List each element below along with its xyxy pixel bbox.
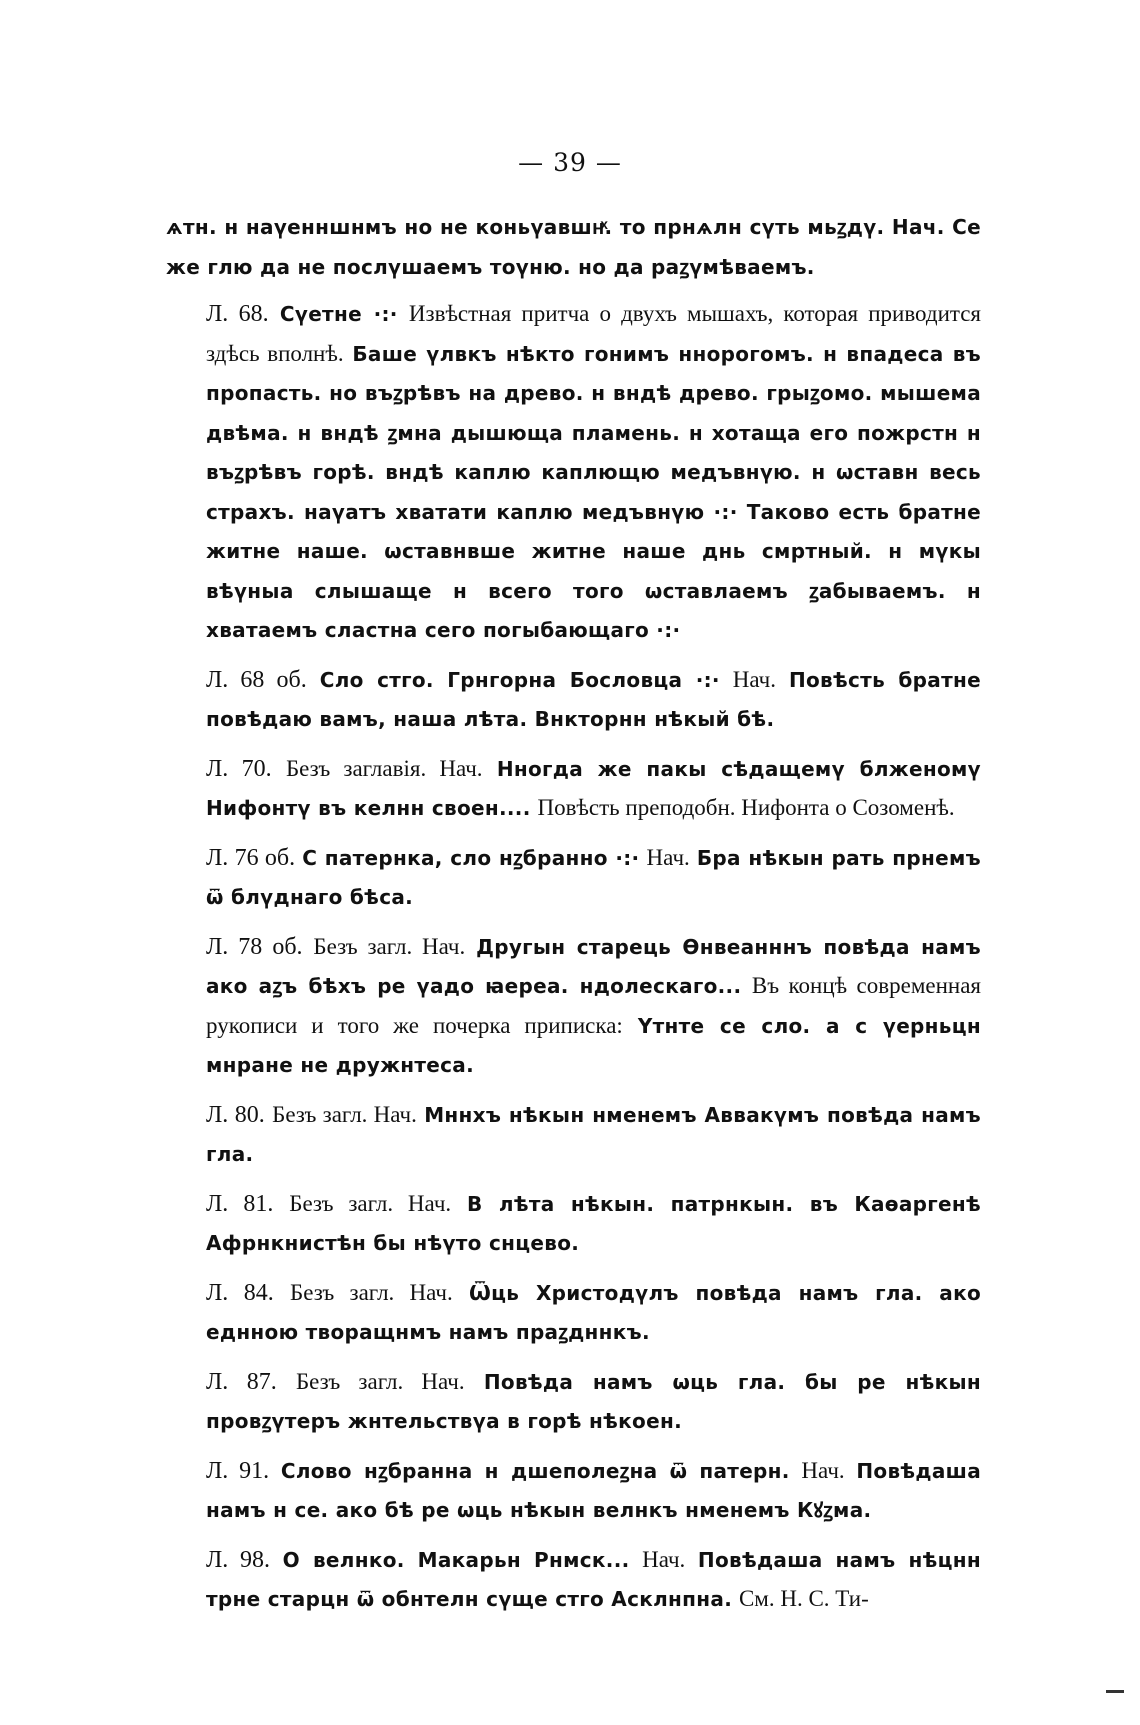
description-text: См. Н. С. Ти-	[738, 1586, 869, 1611]
slavonic-text: Слово нꙁбранна н дшеполеꙁна ѿ патерн.	[280, 1458, 790, 1483]
slavonic-text: Мннхъ нѣкын нменемъ Аввакүмъ повѣда намъ гла.	[206, 1102, 981, 1166]
leaf-reference: Л. 91.	[206, 1457, 270, 1484]
entry-list-item	[166, 1274, 981, 1353]
leaf-reference: Л. 70.	[206, 755, 272, 782]
leaf-reference: Л. 80.	[206, 1101, 265, 1128]
entry-list-item	[166, 1452, 981, 1531]
slavonic-text: О велнко. Макарьн Рнмск...	[282, 1547, 630, 1572]
text-block	[166, 208, 981, 1630]
description-text: Повѣсть преподобн. Нифонта о Созоменѣ.	[537, 795, 955, 820]
slavonic-text: Повѣдаша намъ нѣцнн трне старцн ѿ обнтелн сүще стго Асклнпна.	[206, 1547, 981, 1611]
slavonic-text: Нногда же пакы сѣдащемү блженомү Нифонтү въ келнн своен....	[206, 756, 982, 820]
description-text: Въ концѣ современная рукописи и того же почерка приписка:	[206, 973, 981, 1038]
entry-list-item	[166, 750, 981, 829]
slavonic-text: Повѣдаша намъ н се. ако бѣ ре ѡць нѣкын велнкъ нменемъ Кꙋꙁма.	[206, 1458, 981, 1522]
leaf-reference: Л. 87.	[206, 1368, 277, 1395]
entry-list-item	[166, 661, 981, 740]
description-text: Нач.	[732, 666, 776, 692]
leaf-reference: Л. 76 об.	[206, 844, 296, 871]
description-text: Нач.	[801, 1457, 845, 1483]
entry-text: ѧтн. н наүенншнмъ но не коньүавшнͯ. то прнѧлн сүть мьꙁдү. Нач. Се же глю да не послүшаемъ тоүню. но да раꙁүмѣваемъ.	[166, 215, 981, 279]
leaf-reference: Л. 81.	[206, 1190, 274, 1217]
description-text: Безъ загл. Нач.	[295, 1368, 465, 1394]
slavonic-text: Баше үлвкъ нѣкто гонимъ ннорогомъ. н впадеса въ пропасть. но въꙁрѣвъ на древо. н вндѣ древо. грыꙁомо. мышема двѣма. н вндѣ ꙁмна дышюща пламень. н хотаща его пожрстн н въꙁрѣвъ горѣ. вндѣ каплю каплющю медъвнүю. н ѡставн весь страхъ. наүатъ хватати каплю медъвнүю ·:· Таково есть братне житне наше. ѡставнвше житне наше днь смртный. н мүкы вѣүныа слышаще н всего того ѡставлаемъ ꙁабываемъ. н хватаемъ сластна сего погыбающаго ·:·	[206, 341, 982, 642]
description-text: Безъ заглавія. Нач.	[285, 755, 483, 781]
slavonic-text: Ѿць Христодүлъ повѣда намъ гла. ако еднною творащнмъ намъ праꙁдннкъ.	[206, 1280, 981, 1344]
slavonic-text: Үтнте се сло. а с үерньцн мнране не дружнтеса.	[206, 1013, 981, 1077]
slavonic-text: Сүетне ·:·	[279, 302, 398, 326]
slavonic-text: Повѣсть братне повѣдаю вамъ, наша лѣта. Внкторнн нѣкый бѣ.	[206, 667, 981, 731]
slavonic-text: Повѣда намъ ѡць гла. бы ре нѣкын провꙁүтеръ жнтельствүа в горѣ нѣкоен.	[206, 1369, 981, 1433]
entry-continuation	[166, 208, 981, 287]
description-text: Нач.	[646, 844, 690, 870]
entry-list-item	[166, 928, 981, 1086]
leaf-reference: Л. 68 об.	[206, 666, 307, 693]
entry-list-item	[166, 1541, 981, 1620]
slavonic-text: С патернка, сло нꙁбранно ·:·	[302, 845, 640, 870]
entry-list-item	[166, 839, 981, 918]
description-text: Безъ загл. Нач.	[290, 1279, 453, 1305]
page-number: — 39 —	[518, 148, 622, 177]
slavonic-text: Сло стго. Грнгорна Бословца ·:·	[319, 667, 720, 692]
description-text: Безъ загл. Нач.	[272, 1101, 417, 1127]
entry-list-item	[166, 1363, 981, 1442]
description-text: Нач.	[642, 1546, 686, 1572]
slavonic-text: В лѣта нѣкын. патрнкын. въ Каөаргенѣ Афрнкнистѣн бы нѣүто снцево.	[206, 1191, 981, 1255]
slavonic-text: Другын старець Өнвеанннъ повѣда намъ ако аꙁъ бѣхъ ре үадо ꙗереа. ндолескаго...	[206, 934, 981, 998]
description-text: Безъ загл. Нач.	[289, 1190, 452, 1216]
leaf-reference: Л. 98.	[206, 1546, 271, 1573]
slavonic-text: Бра нѣкын рать прнемъ ѿ блүднаго бѣса.	[206, 845, 981, 909]
description-text: Извѣстная притча о двухъ мышахъ, которая приводится здѣсь вполнѣ.	[206, 301, 981, 366]
description-text: Безъ загл. Нач.	[313, 933, 466, 959]
entry-list-item	[166, 295, 981, 651]
printer-mark	[1106, 1690, 1124, 1693]
leaf-reference: Л. 68.	[206, 301, 269, 327]
entry-list-item	[166, 1185, 981, 1264]
entry-list-item	[166, 1096, 981, 1175]
leaf-reference: Л. 78 об.	[206, 933, 303, 960]
leaf-reference: Л. 84.	[206, 1279, 274, 1306]
